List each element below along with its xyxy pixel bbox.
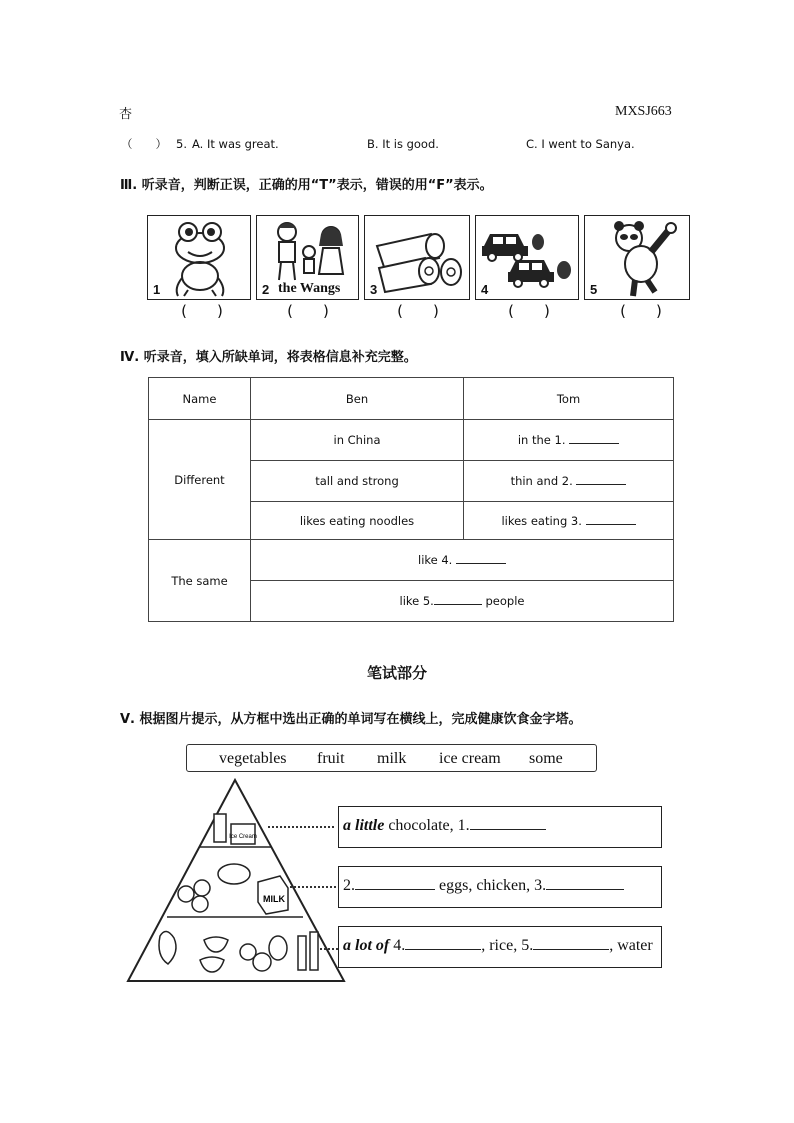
table-header-row bbox=[149, 378, 674, 420]
q5-option-b: B. It is good. bbox=[367, 137, 439, 151]
header-name: Name bbox=[149, 378, 251, 420]
picture-number: 1 bbox=[153, 282, 161, 297]
ice-cream-label: Ice Cream bbox=[229, 834, 257, 840]
header-tom: Tom bbox=[464, 378, 674, 420]
answer-paren-1: ( ) bbox=[181, 302, 223, 320]
info-table bbox=[148, 377, 674, 622]
logs-icon bbox=[365, 216, 470, 300]
milk-label: MILK bbox=[263, 894, 285, 904]
fill-blank-4[interactable] bbox=[456, 563, 506, 564]
fill-blank-3[interactable] bbox=[586, 524, 636, 525]
q5-option-a: A. It was great. bbox=[192, 137, 279, 151]
same-label: The same bbox=[149, 540, 251, 622]
pyramid-blank-1[interactable] bbox=[470, 829, 546, 830]
pyramid-blank-3[interactable] bbox=[546, 889, 624, 890]
picture-number: 4 bbox=[481, 282, 489, 297]
word-box bbox=[186, 744, 597, 772]
chocolate-icon bbox=[214, 814, 226, 842]
quantity-phrase: a lot of bbox=[343, 937, 390, 954]
table-row bbox=[149, 540, 674, 581]
frog-icon bbox=[148, 216, 251, 300]
fruit-icon bbox=[253, 953, 271, 971]
food-pyramid bbox=[120, 776, 350, 986]
ben-cell: tall and strong bbox=[251, 461, 464, 502]
header-left-mark: 杏 bbox=[119, 107, 133, 122]
chicken-icon bbox=[218, 864, 250, 884]
written-part-title: 笔试部分 bbox=[366, 664, 427, 682]
pointer-line-2 bbox=[290, 886, 336, 888]
ben-cell: in China bbox=[251, 420, 464, 461]
table-row bbox=[149, 420, 674, 461]
picture-2 bbox=[256, 215, 359, 300]
pointer-line-1 bbox=[268, 826, 334, 828]
pyramid-answer-box-2: 2. eggs, chicken, 3. bbox=[338, 866, 662, 908]
answer-paren-3: ( ) bbox=[397, 302, 439, 320]
pyramid-blank-5[interactable] bbox=[533, 949, 609, 950]
picture-number: 5 bbox=[590, 282, 598, 297]
fill-blank-5[interactable] bbox=[434, 604, 482, 605]
q5-number: 5. bbox=[176, 137, 187, 151]
picture-number: 3 bbox=[370, 282, 378, 297]
pyramid-answer-box-3: a lot of 4. , rice, 5. , water bbox=[338, 926, 662, 968]
panda-icon bbox=[585, 216, 690, 300]
egg-icon bbox=[178, 886, 194, 902]
egg-icon bbox=[194, 880, 210, 896]
pyramid-blank-2[interactable] bbox=[355, 889, 435, 890]
different-label: Different bbox=[149, 420, 251, 540]
picture-1 bbox=[147, 215, 251, 300]
pyramid-blank-4[interactable] bbox=[405, 949, 481, 950]
pointer-line-3 bbox=[320, 948, 338, 950]
tom-cell: in the 1. bbox=[464, 420, 674, 461]
word-option: ice cream bbox=[439, 750, 501, 767]
same-cell: like 4. bbox=[251, 540, 674, 581]
egg-icon bbox=[192, 896, 208, 912]
section-5-title: Ⅴ. 根据图片提示，从方框中选出正确的单词写在横线上，完成健康饮食金字塔。 bbox=[120, 712, 582, 727]
ben-cell: likes eating noodles bbox=[251, 502, 464, 540]
document-code: MXSJ663 bbox=[615, 104, 672, 119]
section-4-title: Ⅳ. 听录音，填入所缺单词，将表格信息补充完整。 bbox=[120, 350, 417, 365]
tom-cell: likes eating 3. bbox=[464, 502, 674, 540]
pyramid-answer-box-1: a little chocolate, 1. bbox=[338, 806, 662, 848]
cars-icon bbox=[476, 216, 579, 300]
q5-option-c: C. I went to Sanya. bbox=[526, 137, 635, 151]
water-bottle-icon bbox=[298, 936, 306, 970]
section-3-title: Ⅲ. 听录音，判断正误，正确的用“T”表示，错误的用“F”表示。 bbox=[120, 178, 493, 193]
word-option: vegetables bbox=[219, 750, 287, 767]
picture-3 bbox=[364, 215, 470, 300]
same-cell: like 5. people bbox=[251, 581, 674, 622]
word-option: fruit bbox=[317, 750, 345, 767]
fill-blank-1[interactable] bbox=[569, 443, 619, 444]
answer-paren-4: ( ) bbox=[508, 302, 550, 320]
word-option: some bbox=[529, 750, 563, 767]
quantity-phrase: a little bbox=[343, 817, 385, 834]
header-ben: Ben bbox=[251, 378, 464, 420]
water-bottle-icon bbox=[310, 932, 318, 970]
q5-answer-paren: （ ） bbox=[121, 137, 167, 151]
answer-paren-2: ( ) bbox=[287, 302, 329, 320]
answer-paren-5: ( ) bbox=[620, 302, 662, 320]
fill-blank-2[interactable] bbox=[576, 484, 626, 485]
word-option: milk bbox=[377, 750, 407, 767]
picture-caption: the Wangs bbox=[278, 281, 341, 296]
tom-cell: thin and 2. bbox=[464, 461, 674, 502]
picture-number: 2 bbox=[262, 282, 270, 297]
pineapple-icon bbox=[269, 936, 287, 960]
picture-5 bbox=[584, 215, 690, 300]
picture-4 bbox=[475, 215, 579, 300]
